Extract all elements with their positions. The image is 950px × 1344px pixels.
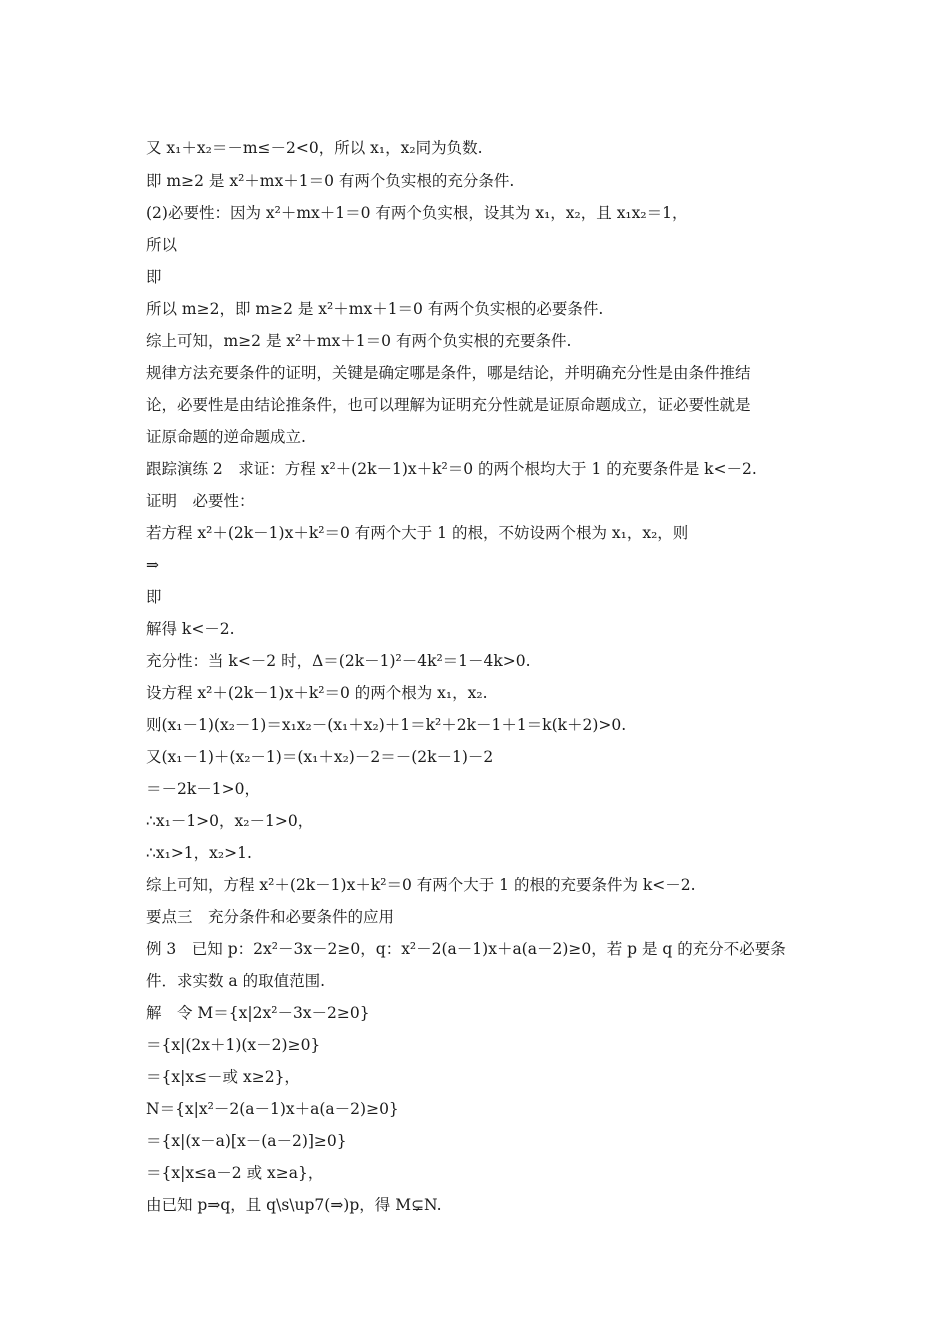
text-line: 即	[146, 268, 162, 286]
text-line: 由已知 p⇒q，且 q\s\up7(⇒)p，得 M⊊N.	[146, 1196, 442, 1214]
text-line: (2)必要性：因为 x²＋mx＋1＝0 有两个负实根，设其为 x₁，x₂，且 x₁x₂＝1，	[146, 204, 688, 222]
text-line: 解 令 M＝{x|2x²－3x－2≥0}	[146, 1004, 370, 1022]
text-line: 例 3 已知 p：2x²－3x－2≥0，q：x²－2(a－1)x＋a(a－2)≥0，若 p 是 q 的充分不必要条	[146, 940, 786, 958]
text-line: 所以	[146, 236, 178, 254]
text-line: ＝{x|(x－a)[x－(a－2)]≥0}	[146, 1132, 347, 1150]
text-line: 所以 m≥2，即 m≥2 是 x²＋mx＋1＝0 有两个负实根的必要条件.	[146, 300, 604, 318]
text-line: 又(x₁－1)＋(x₂－1)＝(x₁＋x₂)－2＝－(2k－1)－2	[146, 748, 494, 766]
text-line: ＝{x|(2x＋1)(x－2)≥0}	[146, 1036, 321, 1054]
text-line: 充分性：当 k<－2 时，Δ＝(2k－1)²－4k²＝1－4k>0.	[146, 652, 531, 670]
text-line: 解得 k<－2.	[146, 620, 235, 638]
text-line: N＝{x|x²－2(a－1)x＋a(a－2)≥0}	[146, 1100, 399, 1118]
text-line: 综上可知，方程 x²＋(2k－1)x＋k²＝0 有两个大于 1 的根的充要条件为 k<－2.	[146, 876, 696, 894]
section-heading: 要点三 充分条件和必要条件的应用	[146, 908, 395, 926]
text-line: 设方程 x²＋(2k－1)x＋k²＝0 的两个根为 x₁，x₂.	[146, 684, 488, 702]
text-line: 规律方法充要条件的证明，关键是确定哪是条件，哪是结论，并明确充分性是由条件推结	[146, 364, 751, 382]
text-line: 件．求实数 a 的取值范围.	[146, 972, 326, 990]
text-line: ⇒	[146, 556, 159, 574]
text-line: 证原命题的逆命题成立.	[146, 428, 306, 446]
text-line: ∴x₁>1，x₂>1.	[146, 844, 252, 862]
text-line: 又 x₁＋x₂＝－m≤－2<0，所以 x₁，x₂同为负数.	[146, 139, 483, 157]
text-line: 则(x₁－1)(x₂－1)＝x₁x₂－(x₁＋x₂)＋1＝k²＋2k－1＋1＝k(k＋2)>0.	[146, 716, 627, 734]
text-line: ＝{x|x≤a－2 或 x≥a}，	[146, 1164, 324, 1182]
text-line: ＝－2k－1>0，	[146, 780, 260, 798]
text-line: 证明 必要性：	[146, 492, 255, 510]
text-line: 即 m≥2 是 x²＋mx＋1＝0 有两个负实根的充分条件.	[146, 172, 515, 190]
section-heading: 跟踪演练 2 求证：方程 x²＋(2k－1)x＋k²＝0 的两个根均大于 1 的充要条件是 k<－2.	[146, 460, 757, 478]
text-line: ＝{x|x≤－或 x≥2}，	[146, 1068, 300, 1086]
text-line: 即	[146, 588, 162, 606]
text-line: 论，必要性是由结论推条件，也可以理解为证明充分性就是证原命题成立，证必要性就是	[146, 396, 751, 414]
text-line: 综上可知，m≥2 是 x²＋mx＋1＝0 有两个负实根的充要条件.	[146, 332, 572, 350]
text-line: 若方程 x²＋(2k－1)x＋k²＝0 有两个大于 1 的根，不妨设两个根为 x₁，x₂，则	[146, 524, 689, 542]
text-line: ∴x₁－1>0，x₂－1>0，	[146, 812, 314, 830]
